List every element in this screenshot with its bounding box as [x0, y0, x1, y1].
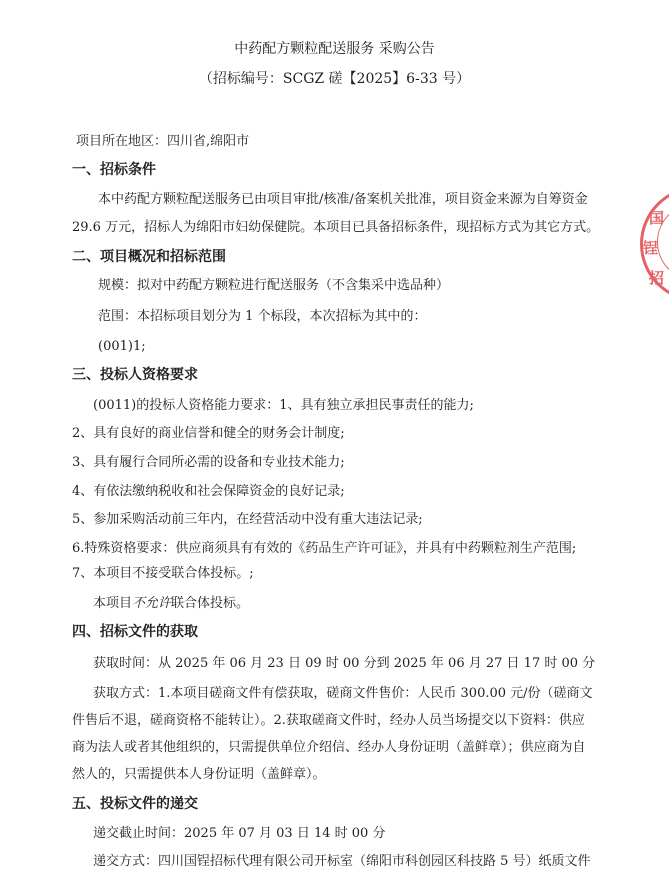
joint-bid-note-pre: 本项目 — [93, 596, 133, 611]
official-seal-icon — [640, 186, 669, 302]
section-5-heading: 五、投标文件的递交 — [72, 796, 198, 812]
section-1-paragraph-line-1: 本中药配方颗粒配送服务已由项目审批/核准/备案机关批准，项目资金来源为自筹资金 — [98, 192, 588, 207]
requirement-4: 4、有依法缴纳税收和社会保障资金的良好记录; — [72, 484, 345, 499]
seal-char: 国 — [649, 209, 665, 227]
acquisition-method-line-1: 获取方式：1.本项目磋商文件有偿获取，磋商文件售价：人民币 300.00 元/份（磋商文 — [93, 686, 593, 701]
acquisition-method-line-3: 商为法人或者其他组织的，只需提供单位介绍信、经办人身份证明（盖鲜章）；供应商为自 — [72, 740, 586, 755]
acquisition-method-line-4: 然人的，只需提供本人身份证明（盖鲜章）。 — [72, 767, 326, 782]
submission-method: 递交方式：四川国锃招标代理有限公司开标室（绵阳市科创园区科技路 5 号）纸质文件 — [93, 854, 591, 869]
joint-bid-note — [93, 596, 249, 612]
seal-char: 锃 — [643, 239, 659, 257]
requirement-6: 6.特殊资格要求：供应商须具有有效的《药品生产许可证》，并具有中药颗粒剂生产范围; — [72, 541, 577, 556]
section-1-paragraph-line-2: 29.6 万元，招标人为绵阳市妇幼保健院。本项目已具备招标条件，现招标方式为其它方式。 — [72, 220, 600, 235]
section-3-heading: 三、投标人资格要求 — [72, 367, 198, 383]
project-scope: 范围：本招标项目划分为 1 个标段，本次招标为其中的： — [98, 309, 427, 324]
joint-bid-note-emphasis: 不允许 — [132, 596, 172, 611]
seal-char: 招 — [649, 269, 665, 287]
project-location: 项目所在地区：四川省,绵阳市 — [76, 134, 250, 149]
section-4-heading: 四、招标文件的获取 — [72, 624, 198, 640]
acquisition-method-line-2: 件售后不退，磋商资格不能转让）。2.获取磋商文件时，经办人员当场提交以下资料：供应 — [72, 713, 585, 728]
project-scale: 规模：拟对中药配方颗粒进行配送服务（不含集采中选品种） — [98, 278, 450, 293]
section-2-heading: 二、项目概况和招标范围 — [72, 249, 226, 265]
joint-bid-note-post: 联合体投标。 — [171, 596, 250, 611]
tender-number: （招标编号：SCGZ 磋【2025】6-33 号） — [198, 71, 471, 87]
requirement-2: 2、具有良好的商业信誉和健全的财务会计制度; — [72, 426, 345, 441]
requirement-5: 5、参加采购活动前三年内，在经营活动中没有重大违法记录; — [72, 512, 423, 527]
section-1-heading: 一、招标条件 — [72, 162, 156, 178]
requirement-3: 3、具有履行合同所必需的设备和专业技术能力; — [72, 455, 345, 470]
acquisition-time: 获取时间：从 2025 年 06 月 23 日 09 时 00 分到 2025 年 06 月 27 日 17 时 00 分 — [93, 656, 596, 671]
document-title: 中药配方颗粒配送服务 采购公告 — [234, 41, 435, 57]
lot-number: (001)1; — [98, 339, 146, 354]
submission-deadline: 递交截止时间：2025 年 07 月 03 日 14 时 00 分 — [93, 826, 386, 841]
requirement-7: 7、本项目不接受联合体投标。; — [72, 566, 254, 581]
requirement-1: (0011)的投标人资格能力要求：1、具有独立承担民事责任的能力; — [93, 398, 474, 413]
